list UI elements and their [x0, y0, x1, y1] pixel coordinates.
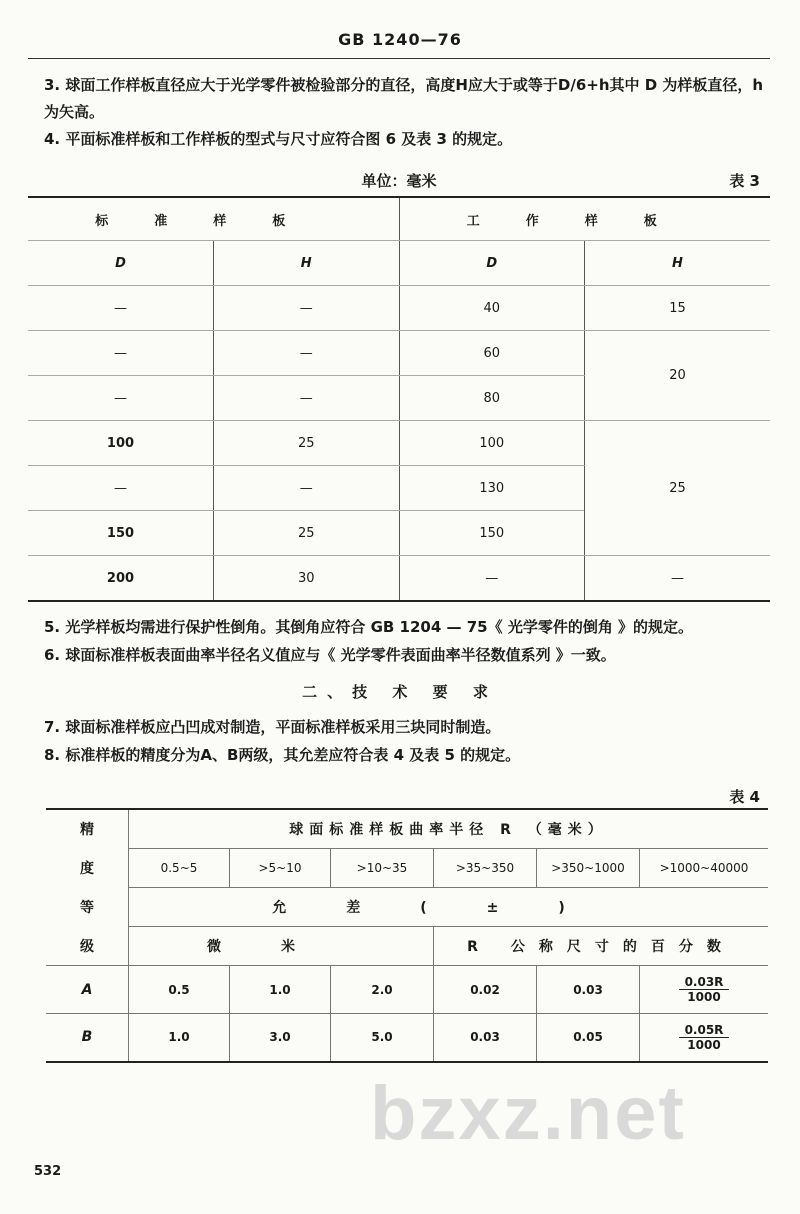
table3-cell: 40: [399, 286, 585, 331]
table3-unit: 单位：毫米: [361, 172, 437, 190]
fraction-denominator: 1000: [687, 990, 721, 1004]
fraction-denominator: 1000: [687, 1037, 721, 1052]
table3-col-h: H: [214, 241, 400, 286]
table-row: [28, 331, 770, 376]
table3-cell: 80: [399, 376, 585, 421]
table3-cell: 200: [28, 556, 214, 602]
table3-cell: —: [585, 556, 771, 602]
page-number: 532: [34, 1164, 62, 1179]
table3-cell: 60: [399, 331, 585, 376]
fraction-numerator: 0.03R: [679, 975, 730, 990]
paragraph-8: 8. 标准样板的精度分为A、B两级，其允差应符合表 4 及表 5 的规定。: [44, 746, 521, 764]
table3-cell: 100: [28, 421, 214, 466]
table4-grade-header: 精: [46, 809, 129, 849]
table-4: [46, 808, 768, 1063]
paragraph-3: 3. 球面工作样板直径应大于光学零件被检验部分的直径，高度H应大于或等于D/6+h其中 D 为样板直径，h为矢高。: [44, 76, 764, 121]
table-row: [28, 556, 770, 602]
table3-cell: —: [214, 286, 400, 331]
table4-range: 0.5~5: [129, 849, 230, 888]
paragraph-5: 5. 光学样板均需进行保护性倒角。其倒角应符合 GB 1204 — 75《 光学零件的倒角 》的规定。: [44, 618, 694, 636]
table3-col-d: D: [28, 241, 214, 286]
table3-cell: 25: [214, 421, 400, 466]
table4-cell: 0.5: [129, 966, 230, 1014]
table3-cell: 150: [28, 511, 214, 556]
table4-grade-header: 等: [46, 888, 129, 927]
table4-grade-b: B: [46, 1014, 129, 1062]
table3-cell: 150: [399, 511, 585, 556]
table4-cell: 2.0: [331, 966, 434, 1014]
table4-cell: 3.0: [230, 1014, 331, 1062]
table-row: [28, 421, 770, 466]
watermark: bzxz.net: [370, 1071, 686, 1156]
table-row: [28, 286, 770, 331]
table3-cell: 25: [585, 421, 771, 556]
table4-fraction-cell: [640, 966, 769, 1014]
table4-cell: 0.03: [537, 966, 640, 1014]
paragraph-6: 6. 球面标准样板表面曲率半径名义值应与《 光学零件表面曲率半径数值系列 》一致。: [44, 646, 616, 664]
table3-cell: 100: [399, 421, 585, 466]
table3-group-working: 工作样板: [399, 197, 770, 241]
table3-cell: —: [214, 466, 400, 511]
table3-cell: 30: [214, 556, 400, 602]
table4-cell: 0.05: [537, 1014, 640, 1062]
table3-col-d: D: [399, 241, 585, 286]
table3-cell: —: [214, 376, 400, 421]
table3-cell: 25: [214, 511, 400, 556]
table3-cell: 130: [399, 466, 585, 511]
table-row: [46, 966, 768, 1014]
table3-cell: 15: [585, 286, 771, 331]
table-row: [46, 1014, 768, 1062]
table4-label: 表 4: [729, 788, 760, 806]
table4-range: >10~35: [331, 849, 434, 888]
table3-label: 表 3: [729, 172, 760, 190]
table4-micron-header: 微米: [129, 927, 434, 966]
table3-cell: —: [28, 376, 214, 421]
table3-cell: —: [214, 331, 400, 376]
table4-percent-header: R 公称尺寸的百分数: [434, 927, 769, 966]
paragraph-4: 4. 平面标准样板和工作样板的型式与尺寸应符合图 6 及表 3 的规定。: [44, 130, 513, 148]
table4-cell: 1.0: [230, 966, 331, 1014]
table4-range: >350~1000: [537, 849, 640, 888]
table4-fraction-cell: [640, 1014, 769, 1062]
table4-radius-header: 球面标准样板曲率半径 R （毫米）: [129, 809, 769, 849]
table3-group-standard: 标准样板: [28, 197, 399, 241]
table3-cell: 20: [585, 331, 771, 421]
paragraph-7: 7. 球面标准样板应凸凹成对制造，平面标准样板采用三块同时制造。: [44, 718, 501, 736]
table4-cell: 1.0: [129, 1014, 230, 1062]
table4-grade-header: 度: [46, 849, 129, 888]
table4-grade-a: A: [46, 966, 129, 1014]
table3-cell: —: [28, 286, 214, 331]
header-rule: [28, 58, 770, 59]
table3-cell: —: [399, 556, 585, 602]
fraction: [679, 1023, 730, 1052]
fraction-numerator: 0.05R: [679, 1023, 730, 1038]
table3-col-h: H: [585, 241, 771, 286]
table4-cell: 0.03: [434, 1014, 537, 1062]
table-3: [28, 196, 770, 602]
table4-cell: 5.0: [331, 1014, 434, 1062]
table4-cell: 0.02: [434, 966, 537, 1014]
table3-cell: —: [28, 466, 214, 511]
table4-range: >5~10: [230, 849, 331, 888]
fraction: [679, 975, 730, 1004]
standard-number-header: GB 1240—76: [338, 30, 462, 49]
table4-range: >35~350: [434, 849, 537, 888]
table4-grade-header: 级: [46, 927, 129, 966]
table4-range: >1000~40000: [640, 849, 769, 888]
table3-caption: [28, 170, 770, 192]
table4-tolerance-header: 允差(±): [129, 888, 769, 927]
table3-cell: —: [28, 331, 214, 376]
section-title: 二、技 术 要 求: [302, 683, 498, 701]
